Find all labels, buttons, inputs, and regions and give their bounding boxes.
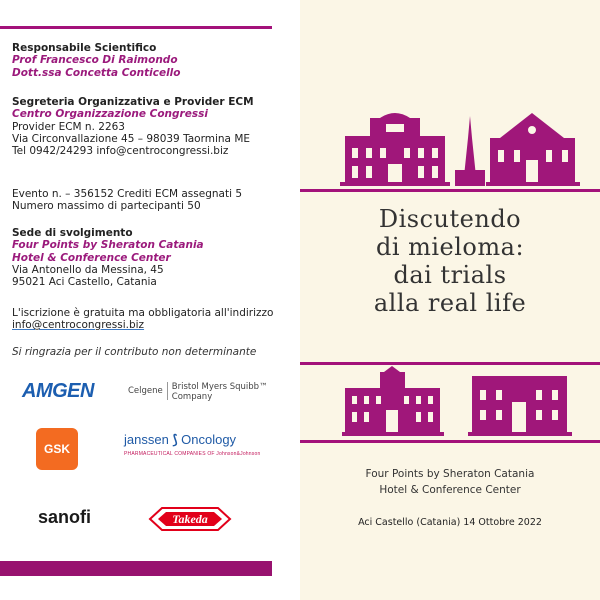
segreteria-heading: Segreteria Organizzativa e Provider ECM xyxy=(12,96,254,108)
iscrizione-text: L'iscrizione è gratuita ma obbligatoria all'indirizzo xyxy=(12,307,274,319)
janssen-swoosh-icon: ⟆ xyxy=(172,432,178,447)
janssen-oncology-logo xyxy=(124,432,274,457)
bms-line-1: Bristol Myers Squibb™ xyxy=(171,382,268,392)
title-line-4: alla real life xyxy=(373,289,527,317)
janssen-subtitle: PHARMACEUTICAL COMPANIES OF Johnson&Johnson xyxy=(124,451,261,457)
responsabile-name-2: Dott.ssa Concetta Conticello xyxy=(12,66,181,79)
sanofi-logo xyxy=(38,507,91,528)
gsk-logo xyxy=(36,428,78,470)
segreteria-address: Via Circonvallazione 45 – 98039 Taormina ME xyxy=(12,132,251,145)
upper-divider xyxy=(300,189,600,192)
ringraziamento-text: Si ringrazia per il contributo non determinante xyxy=(12,346,257,358)
sede-street: Via Antonello da Messina, 45 xyxy=(12,263,164,276)
amgen-wordmark: AMGEN xyxy=(22,380,94,402)
segreteria-org: Centro Organizzazione Congressi xyxy=(12,108,208,121)
takeda-wordmark: Takeda xyxy=(172,512,208,526)
title-line-2: di mieloma: xyxy=(375,233,525,261)
iscrizione-section xyxy=(12,307,273,332)
segreteria-section xyxy=(12,96,254,157)
janssen-wordmark: janssen xyxy=(124,432,169,447)
sede-section xyxy=(12,227,204,288)
venue-line-1: Four Points by Sheraton Catania xyxy=(365,468,535,480)
takeda-logo xyxy=(148,506,232,532)
evento-section xyxy=(12,188,242,213)
top-divider xyxy=(0,26,272,29)
takeda-emblem-icon xyxy=(148,506,232,532)
upper-skyline-illustration xyxy=(300,108,600,188)
logo-divider xyxy=(167,382,168,400)
event-title xyxy=(300,205,600,317)
sede-venue-2: Hotel & Conference Center xyxy=(12,251,171,264)
oncology-wordmark: Oncology xyxy=(181,432,237,447)
celgene-bms-logo xyxy=(128,382,268,402)
sede-heading: Sede di svolgimento xyxy=(12,227,133,239)
responsabile-section xyxy=(12,42,181,79)
responsabile-name-1: Prof Francesco Di Raimondo xyxy=(12,54,178,67)
sede-venue-1: Four Points by Sheraton Catania xyxy=(12,239,204,252)
sede-city: 95021 Aci Castello, Catania xyxy=(12,276,157,289)
celgene-wordmark: Celgene xyxy=(128,386,163,396)
segreteria-tel: Tel 0942/24293 info@centrocongressi.biz xyxy=(12,145,229,158)
bms-wordmark xyxy=(172,382,268,402)
middle-divider xyxy=(300,362,600,365)
evento-line-1: Evento n. – 356152 Crediti ECM assegnati 5 xyxy=(12,188,243,200)
sanofi-wordmark: sanofi xyxy=(38,507,92,527)
gsk-wordmark: GSK xyxy=(43,442,70,456)
evento-line-2: Numero massimo di partecipanti 50 xyxy=(12,200,201,213)
segreteria-provider: Provider ECM n. 2263 xyxy=(12,120,125,133)
bms-line-2: Company xyxy=(171,392,213,402)
responsabile-heading: Responsabile Scientifico xyxy=(12,42,157,54)
iscrizione-email-link[interactable]: info@centrocongressi.biz xyxy=(12,319,145,332)
title-line-1: Discutendo xyxy=(378,205,522,233)
lower-divider xyxy=(300,440,600,443)
bottom-bar xyxy=(0,561,272,576)
title-line-3: dai trials xyxy=(393,261,507,289)
amgen-logo xyxy=(22,380,94,403)
janssen-brand-row xyxy=(124,432,274,448)
lower-skyline-illustration xyxy=(300,366,600,438)
event-date: Aci Castello (Catania) 14 Ottobre 2022 xyxy=(358,517,542,528)
ringraziamento xyxy=(12,346,256,358)
venue-block xyxy=(300,466,600,498)
venue-line-2: Hotel & Conference Center xyxy=(379,484,521,496)
